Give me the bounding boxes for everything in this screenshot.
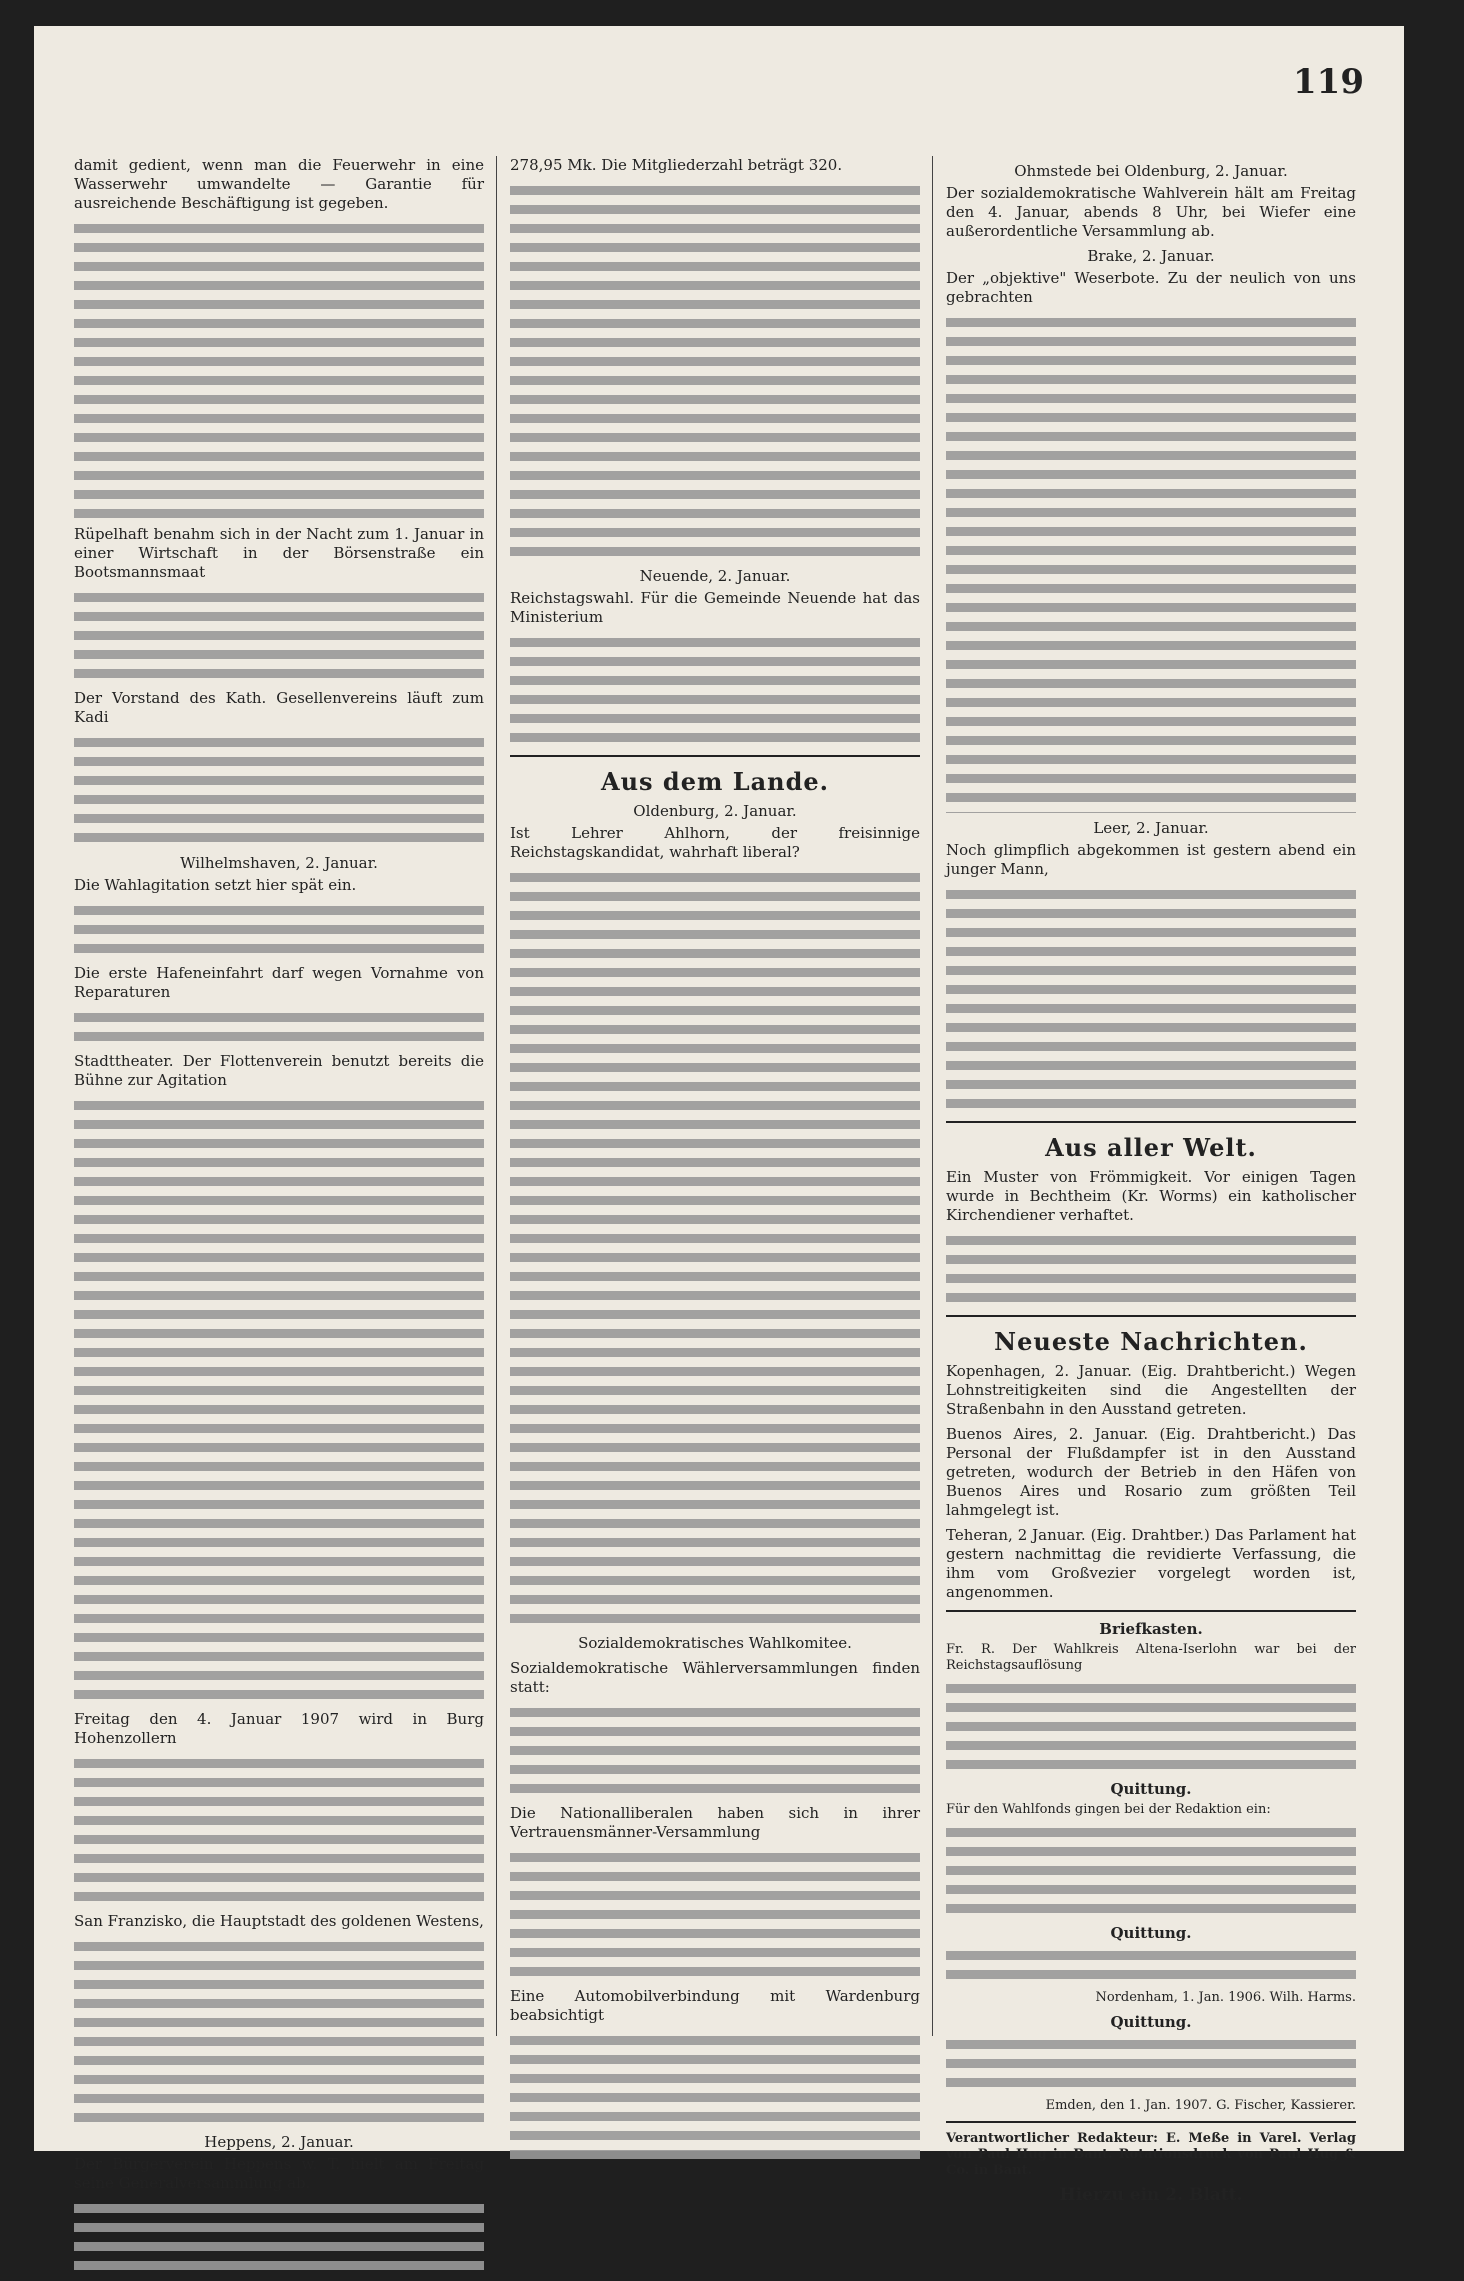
- quittung-signature: Nordenham, 1. Jan. 1906. Wilh. Harms.: [1095, 1990, 1356, 2005]
- text-block: [74, 1754, 484, 1906]
- article-lead: damit gedient, wenn man die Feuerwehr in eine Wasserwehr umwandelte — Garantie für ausreichende Beschäftigung ist gegeben.: [74, 156, 484, 212]
- text-block: [510, 633, 920, 747]
- text-block: [946, 1679, 1356, 1774]
- text-block: [74, 1096, 484, 1704]
- text-block: [946, 1823, 1356, 1918]
- text-block: [510, 1703, 920, 1798]
- section-heading: Neueste Nachrichten.: [994, 1327, 1308, 1356]
- text-block: [74, 901, 484, 958]
- text-block: [74, 1008, 484, 1046]
- article-lead: Der Vorstand des Kath. Gesellenvereins läuft zum Kadi: [74, 689, 484, 726]
- text-block: [74, 733, 484, 848]
- article-lead: Die Wahlagitation setzt hier spät ein.: [74, 876, 357, 894]
- article-lead: Der Bürgerverein Heppens w. T. hielt am Freitag seine Generalversammlung ab.: [74, 2155, 484, 2192]
- section-rule: [946, 1610, 1356, 1612]
- article-lead: Freitag den 4. Januar 1907 wird in Burg Hohenzollern: [74, 1710, 484, 1747]
- text-block: [946, 1231, 1356, 1307]
- article-lead: Der sozialdemokratische Wahlverein hält am Freitag den 4. Januar, abends 8 Uhr, bei Wiefer eine außerordentliche Versammlung ab.: [946, 184, 1356, 240]
- article-lead: Die Nationalliberalen haben sich in ihrer Vertrauensmänner-Versammlung: [510, 1804, 920, 1841]
- dateline: Neuende, 2. Januar.: [639, 567, 791, 585]
- text-block: [946, 1946, 1356, 1984]
- text-block: [510, 868, 920, 1628]
- column-1: [74, 156, 484, 2281]
- briefkasten-heading: Briefkasten.: [1099, 1620, 1203, 1638]
- column-2: [510, 156, 920, 2170]
- briefkasten-lead: Fr. R. Der Wahlkreis Altena-Iserlohn war bei der Reichstagsauflösung: [946, 1642, 1356, 1673]
- text-block: [74, 219, 484, 519]
- article-lead: Rüpelhaft benahm sich in der Nacht zum 1. Januar in einer Wirtschaft in der Börsenstraße ein Bootsmannsmaat: [74, 525, 484, 581]
- text-block: [74, 588, 484, 683]
- article-lead: Noch glimpflich abgekommen ist gestern abend ein junger Mann,: [946, 841, 1356, 878]
- section-rule: [946, 2121, 1356, 2123]
- imprint: Verantwortlicher Redakteur: E. Meße in Varel. Verlag von Paul Hug in Bant. Rotationsdruck von Paul Hug & Co. in Bant.: [946, 2131, 1356, 2178]
- text-block: [74, 2199, 484, 2275]
- article-lead: 278,95 Mk. Die Mitgliederzahl beträgt 320.: [510, 156, 843, 174]
- text-block: [510, 1848, 920, 1981]
- article-lead: Sozialdemokratisches Wahlkomitee.: [578, 1634, 852, 1652]
- quittung-signature: Emden, den 1. Jan. 1907. G. Fischer, Kassierer.: [1045, 2098, 1356, 2113]
- dateline: Ohmstede bei Oldenburg, 2. Januar.: [1014, 162, 1288, 180]
- quittung-lead: Für den Wahlfonds gingen bei der Redaktion ein:: [946, 1802, 1271, 1817]
- column-rule: [496, 156, 497, 2036]
- column-rule: [932, 156, 933, 2036]
- article-lead: Der „objektive" Weserbote. Zu der neulich von uns gebrachten: [946, 269, 1356, 306]
- article-lead: Sozialdemokratische Wählerversammlungen finden statt:: [510, 1659, 920, 1696]
- dateline: Brake, 2. Januar.: [1087, 247, 1215, 265]
- text-block: [946, 313, 1356, 813]
- quittung-heading: Quittung.: [1110, 2013, 1192, 2031]
- column-3: [946, 156, 1356, 2209]
- news-item: Buenos Aires, 2. Januar. (Eig. Drahtbericht.) Das Personal der Flußdampfer ist in den Ausstand getreten, wodurch der Betrieb in den Häfen von Buenos Aires und Rosario zum größten Teil lahmgelegt ist.: [946, 1425, 1356, 1519]
- text-block: [946, 2035, 1356, 2092]
- article-lead: Ist Lehrer Ahlhorn, der freisinnige Reichstagskandidat, wahrhaft liberal?: [510, 824, 920, 861]
- text-block: [74, 1937, 484, 2127]
- dateline: Leer, 2. Januar.: [1093, 819, 1209, 837]
- newspaper-page: [34, 26, 1404, 2205]
- news-item: Kopenhagen, 2. Januar. (Eig. Drahtbericht.) Wegen Lohnstreitigkeiten sind die Angestellten der Straßenbahn in den Ausstand getreten.: [946, 1362, 1356, 1418]
- article-lead: Eine Automobilverbindung mit Wardenburg beabsichtigt: [510, 1987, 920, 2024]
- section-rule: [510, 755, 920, 757]
- dateline: Wilhelmshaven, 2. Januar.: [180, 854, 378, 872]
- article-lead: Ein Muster von Frömmigkeit. Vor einigen Tagen wurde in Bechtheim (Kr. Worms) ein katholischer Kirchendiener verhaftet.: [946, 1168, 1356, 1224]
- news-item: Teheran, 2 Januar. (Eig. Drahtber.) Das Parlament hat gestern nachmittag die revidierte Verfassung, die ihm vom Großvezier vorgelegt worden ist, angenommen.: [946, 1526, 1356, 1601]
- dateline: Oldenburg, 2. Januar.: [633, 802, 797, 820]
- article-lead: Reichstagswahl. Für die Gemeinde Neuende hat das Ministerium: [510, 589, 920, 626]
- text-block: [946, 885, 1356, 1113]
- quittung-heading: Quittung.: [1110, 1780, 1192, 1798]
- article-lead: Stadttheater. Der Flottenverein benutzt bereits die Bühne zur Agitation: [74, 1052, 484, 1089]
- article-lead: Die erste Hafeneinfahrt darf wegen Vornahme von Reparaturen: [74, 964, 484, 1001]
- article-lead: San Franzisko, die Hauptstadt des goldenen Westens,: [74, 1912, 484, 1930]
- quittung-heading: Quittung.: [1110, 1924, 1192, 1942]
- supplement-note: Hierzu ein 2. Blatt.: [1059, 2185, 1243, 2205]
- section-heading: Aus aller Welt.: [1045, 1133, 1257, 1162]
- text-block: [510, 181, 920, 561]
- dateline: Heppens, 2. Januar.: [204, 2133, 354, 2151]
- section-heading: Aus dem Lande.: [600, 767, 830, 796]
- section-rule: [946, 1315, 1356, 1317]
- page-number: 119: [1293, 62, 1364, 102]
- section-rule: [946, 1121, 1356, 1123]
- text-block: [510, 2031, 920, 2164]
